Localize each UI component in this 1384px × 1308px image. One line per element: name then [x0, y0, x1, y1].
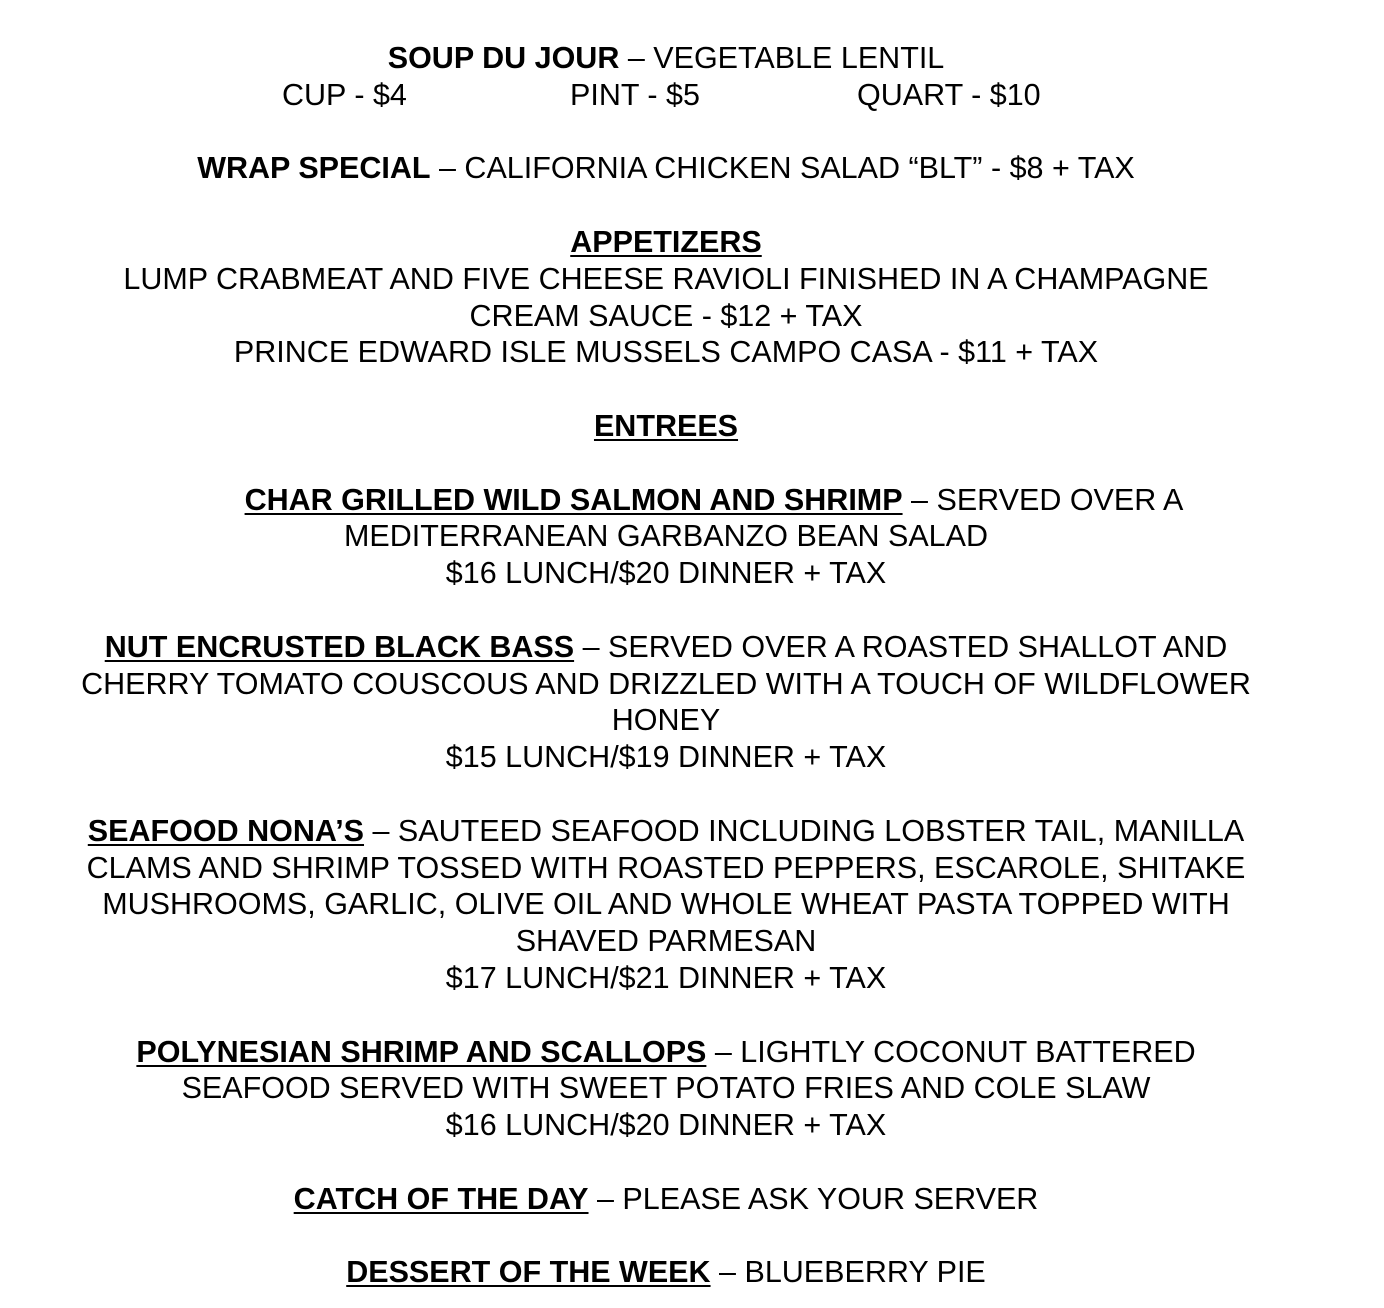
poly-line1	[0, 1034, 1332, 1071]
salmon-desc-2: MEDITERRANEAN GARBANZO BEAN SALAD	[343, 519, 988, 554]
dessert-line	[0, 1254, 1332, 1291]
nona-desc-2: CLAMS AND SHRIMP TOSSED WITH ROASTED PEPPERS, ESCAROLE, SHITAKE	[86, 850, 1246, 885]
dessert-name: DESSERT OF THE WEEK	[346, 1255, 711, 1290]
catch-line	[0, 1181, 1332, 1218]
bass-desc-2: CHERRY TOMATO COUSCOUS AND DRIZZLED WITH A TOUCH OF WILDFLOWER	[81, 666, 1251, 701]
wrap-desc: – CALIFORNIA CHICKEN SALAD “BLT” - $8 + TAX	[430, 151, 1135, 186]
soup-size-pint: PINT - $5	[570, 77, 700, 112]
soup-name: – VEGETABLE LENTIL	[619, 41, 945, 75]
soup-label: SOUP DU JOUR	[387, 41, 620, 75]
nona-desc-4: SHAVED PARMESAN	[515, 924, 817, 959]
wrap-label: WRAP SPECIAL	[197, 151, 431, 186]
dessert-desc: – BLUEBERRY PIE	[710, 1255, 986, 1290]
bass-name: NUT ENCRUSTED BLACK BASS	[104, 629, 575, 664]
nona-name: SEAFOOD NONA’S	[87, 813, 365, 848]
poly-desc-2: SEAFOOD SERVED WITH SWEET POTATO FRIES AND COLE SLAW	[181, 1071, 1151, 1106]
appetizer-ravioli-line1: LUMP CRABMEAT AND FIVE CHEESE RAVIOLI FINISHED IN A CHAMPAGNE	[123, 261, 1209, 296]
entrees-heading: ENTREES	[593, 408, 739, 443]
bass-price: $15 LUNCH/$19 DINNER + TAX	[445, 740, 887, 775]
poly-price: $16 LUNCH/$20 DINNER + TAX	[445, 1108, 887, 1143]
bass-desc-1: – SERVED OVER A ROASTED SHALLOT AND	[574, 629, 1228, 664]
salmon-name: CHAR GRILLED WILD SALMON AND SHRIMP	[244, 482, 903, 517]
salmon-price: $16 LUNCH/$20 DINNER + TAX	[445, 556, 887, 591]
catch-desc: – PLEASE ASK YOUR SERVER	[588, 1181, 1039, 1216]
appetizer-ravioli-line2: CREAM SAUCE - $12 + TAX	[469, 298, 863, 333]
wrap-line	[0, 150, 1332, 187]
poly-name: POLYNESIAN SHRIMP AND SCALLOPS	[136, 1034, 707, 1069]
nona-line1	[0, 813, 1332, 850]
nona-desc-3: MUSHROOMS, GARLIC, OLIVE OIL AND WHOLE WHEAT PASTA TOPPED WITH	[102, 887, 1230, 922]
soup-size-quart: QUART - $10	[857, 77, 1041, 112]
nona-desc-1: – SAUTEED SEAFOOD INCLUDING LOBSTER TAIL, MANILLA	[364, 813, 1245, 848]
bass-desc-3: HONEY	[611, 703, 721, 738]
poly-desc-1: – LIGHTLY COCONUT BATTERED	[706, 1034, 1196, 1069]
bass-line1	[0, 629, 1332, 666]
nona-price: $17 LUNCH/$21 DINNER + TAX	[445, 960, 887, 995]
entrees-heading-line	[0, 408, 1332, 445]
soup-size-cup: CUP - $4	[282, 77, 407, 112]
soup-sizes	[0, 77, 1332, 114]
appetizers-heading: APPETIZERS	[570, 224, 762, 259]
appetizers-heading-line	[0, 224, 1332, 261]
salmon-line1	[0, 482, 1332, 519]
salmon-desc-1: – SERVED OVER A	[902, 482, 1184, 517]
soup-line	[0, 40, 1332, 77]
appetizer-mussels: PRINCE EDWARD ISLE MUSSELS CAMPO CASA - $11 + TAX	[233, 335, 1099, 370]
catch-name: CATCH OF THE DAY	[293, 1181, 589, 1216]
